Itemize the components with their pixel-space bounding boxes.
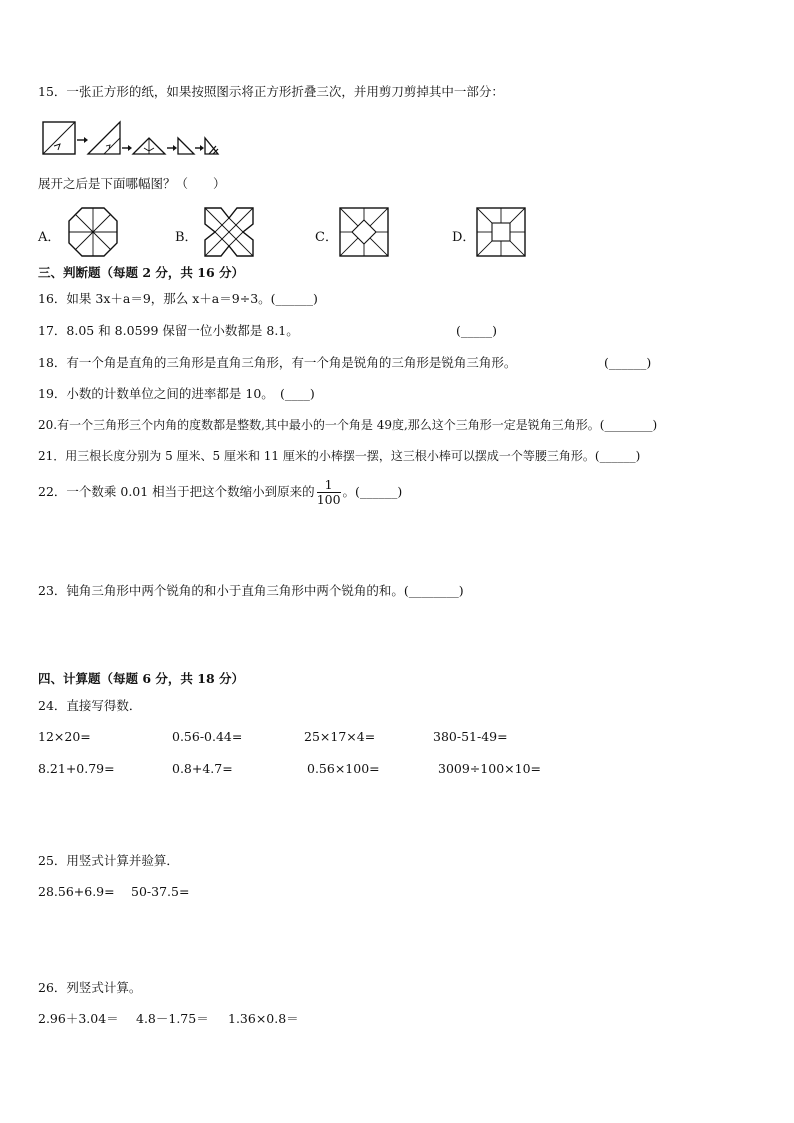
option-a-label: A． (38, 230, 61, 245)
fraction-numerator: 1 (317, 478, 341, 493)
q24-item-8: 3009÷100×10= (438, 761, 541, 776)
q26-item-3: 1.36×0.8＝ (228, 1011, 299, 1026)
q24-item-5: 8.21+0.79= (38, 761, 115, 776)
q24-item-7: 0.56×100= (307, 761, 380, 776)
q22-text-before: 22．一个数乘 0.01 相当于把这个数缩小到原来的 (38, 484, 315, 499)
q24-item-3: 25×17×4= (304, 729, 376, 744)
q26-item-1: 2.96＋3.04＝ (38, 1011, 119, 1026)
q23-text: 23．钝角三角形中两个锐角的和小于直角三角形中两个锐角的和。(________) (38, 583, 464, 598)
option-d-label: D． (452, 230, 476, 245)
q24-item-6: 0.8+4.7= (172, 761, 233, 776)
fraction-denominator: 100 (316, 492, 341, 507)
q22-line (38, 475, 402, 509)
q25-item-2: 50-37.5= (131, 884, 190, 899)
q18-blank[interactable]: (______) (604, 355, 652, 370)
arrow-right-icon (195, 145, 204, 151)
q15-text: 15．一张正方形的纸，如果按照图示将正方形折叠三次，并用剪刀剪掉其中一部分： (38, 84, 504, 99)
fold-step-triangle-icon (88, 122, 120, 154)
option-b-label: B． (175, 230, 198, 245)
fold-step-small-triangle-icon (133, 138, 165, 154)
q22-text-after: 。(______) (342, 484, 403, 499)
q25-title: 25．用竖式计算并验算． (38, 853, 179, 868)
q15-question: 展开之后是下面哪幅图？（ ） (38, 176, 226, 191)
arrow-right-icon (122, 145, 132, 151)
q17-blank[interactable]: (_____) (456, 323, 498, 338)
q24-item-1: 12×20= (38, 729, 91, 744)
section-4-title: 四、计算题（每题 6 分，共 18 分） (38, 671, 245, 686)
option-c-label: C． (315, 230, 338, 245)
fold-step-square-icon (43, 122, 75, 154)
fold-diagram (40, 118, 220, 158)
arrow-right-icon (77, 137, 88, 143)
arrow-right-icon (167, 145, 177, 151)
q26-title: 26．列竖式计算。 (38, 980, 142, 995)
q26-item-2: 4.8－1.75＝ (136, 1011, 209, 1026)
q24-item-4: 380-51-49= (433, 729, 508, 744)
fraction (317, 478, 341, 507)
q21-text: 21．用三根长度分别为 5 厘米、5 厘米和 11 厘米的小棒摆一摆，这三根小棒可以摆成一个等腰三角形。(______) (38, 449, 641, 463)
fold-step-cut-triangle-icon (205, 138, 218, 154)
q19-text: 19．小数的计数单位之间的进率都是 10。 (____) (38, 386, 315, 401)
q25-item-1: 28.56+6.9= (38, 884, 115, 899)
q16-text: 16．如果 3x＋a＝9，那么 x＋a＝9÷3。(______) (38, 291, 318, 306)
q20-text: 20.有一个三角形三个内角的度数都是整数,其中最小的一个角是 49度,那么这个三角形一定是锐角三角形。(________) (38, 418, 658, 432)
fold-step-right-triangle-icon (178, 138, 194, 154)
q24-title: 24．直接写得数． (38, 698, 142, 713)
option-b-cross-icon (203, 206, 255, 258)
section-3-title: 三、判断题（每题 2 分，共 16 分） (38, 265, 245, 280)
q24-item-2: 0.56-0.44= (172, 729, 243, 744)
option-c-square-diamond-icon (338, 206, 390, 258)
option-d-square-square-icon (475, 206, 527, 258)
option-a-octagon-icon (67, 206, 119, 258)
q17-text: 17．8.05 和 8.0599 保留一位小数都是 8.1。 (38, 323, 299, 338)
q18-text: 18．有一个角是直角的三角形是直角三角形，有一个角是锐角的三角形是锐角三角形。 (38, 355, 517, 370)
